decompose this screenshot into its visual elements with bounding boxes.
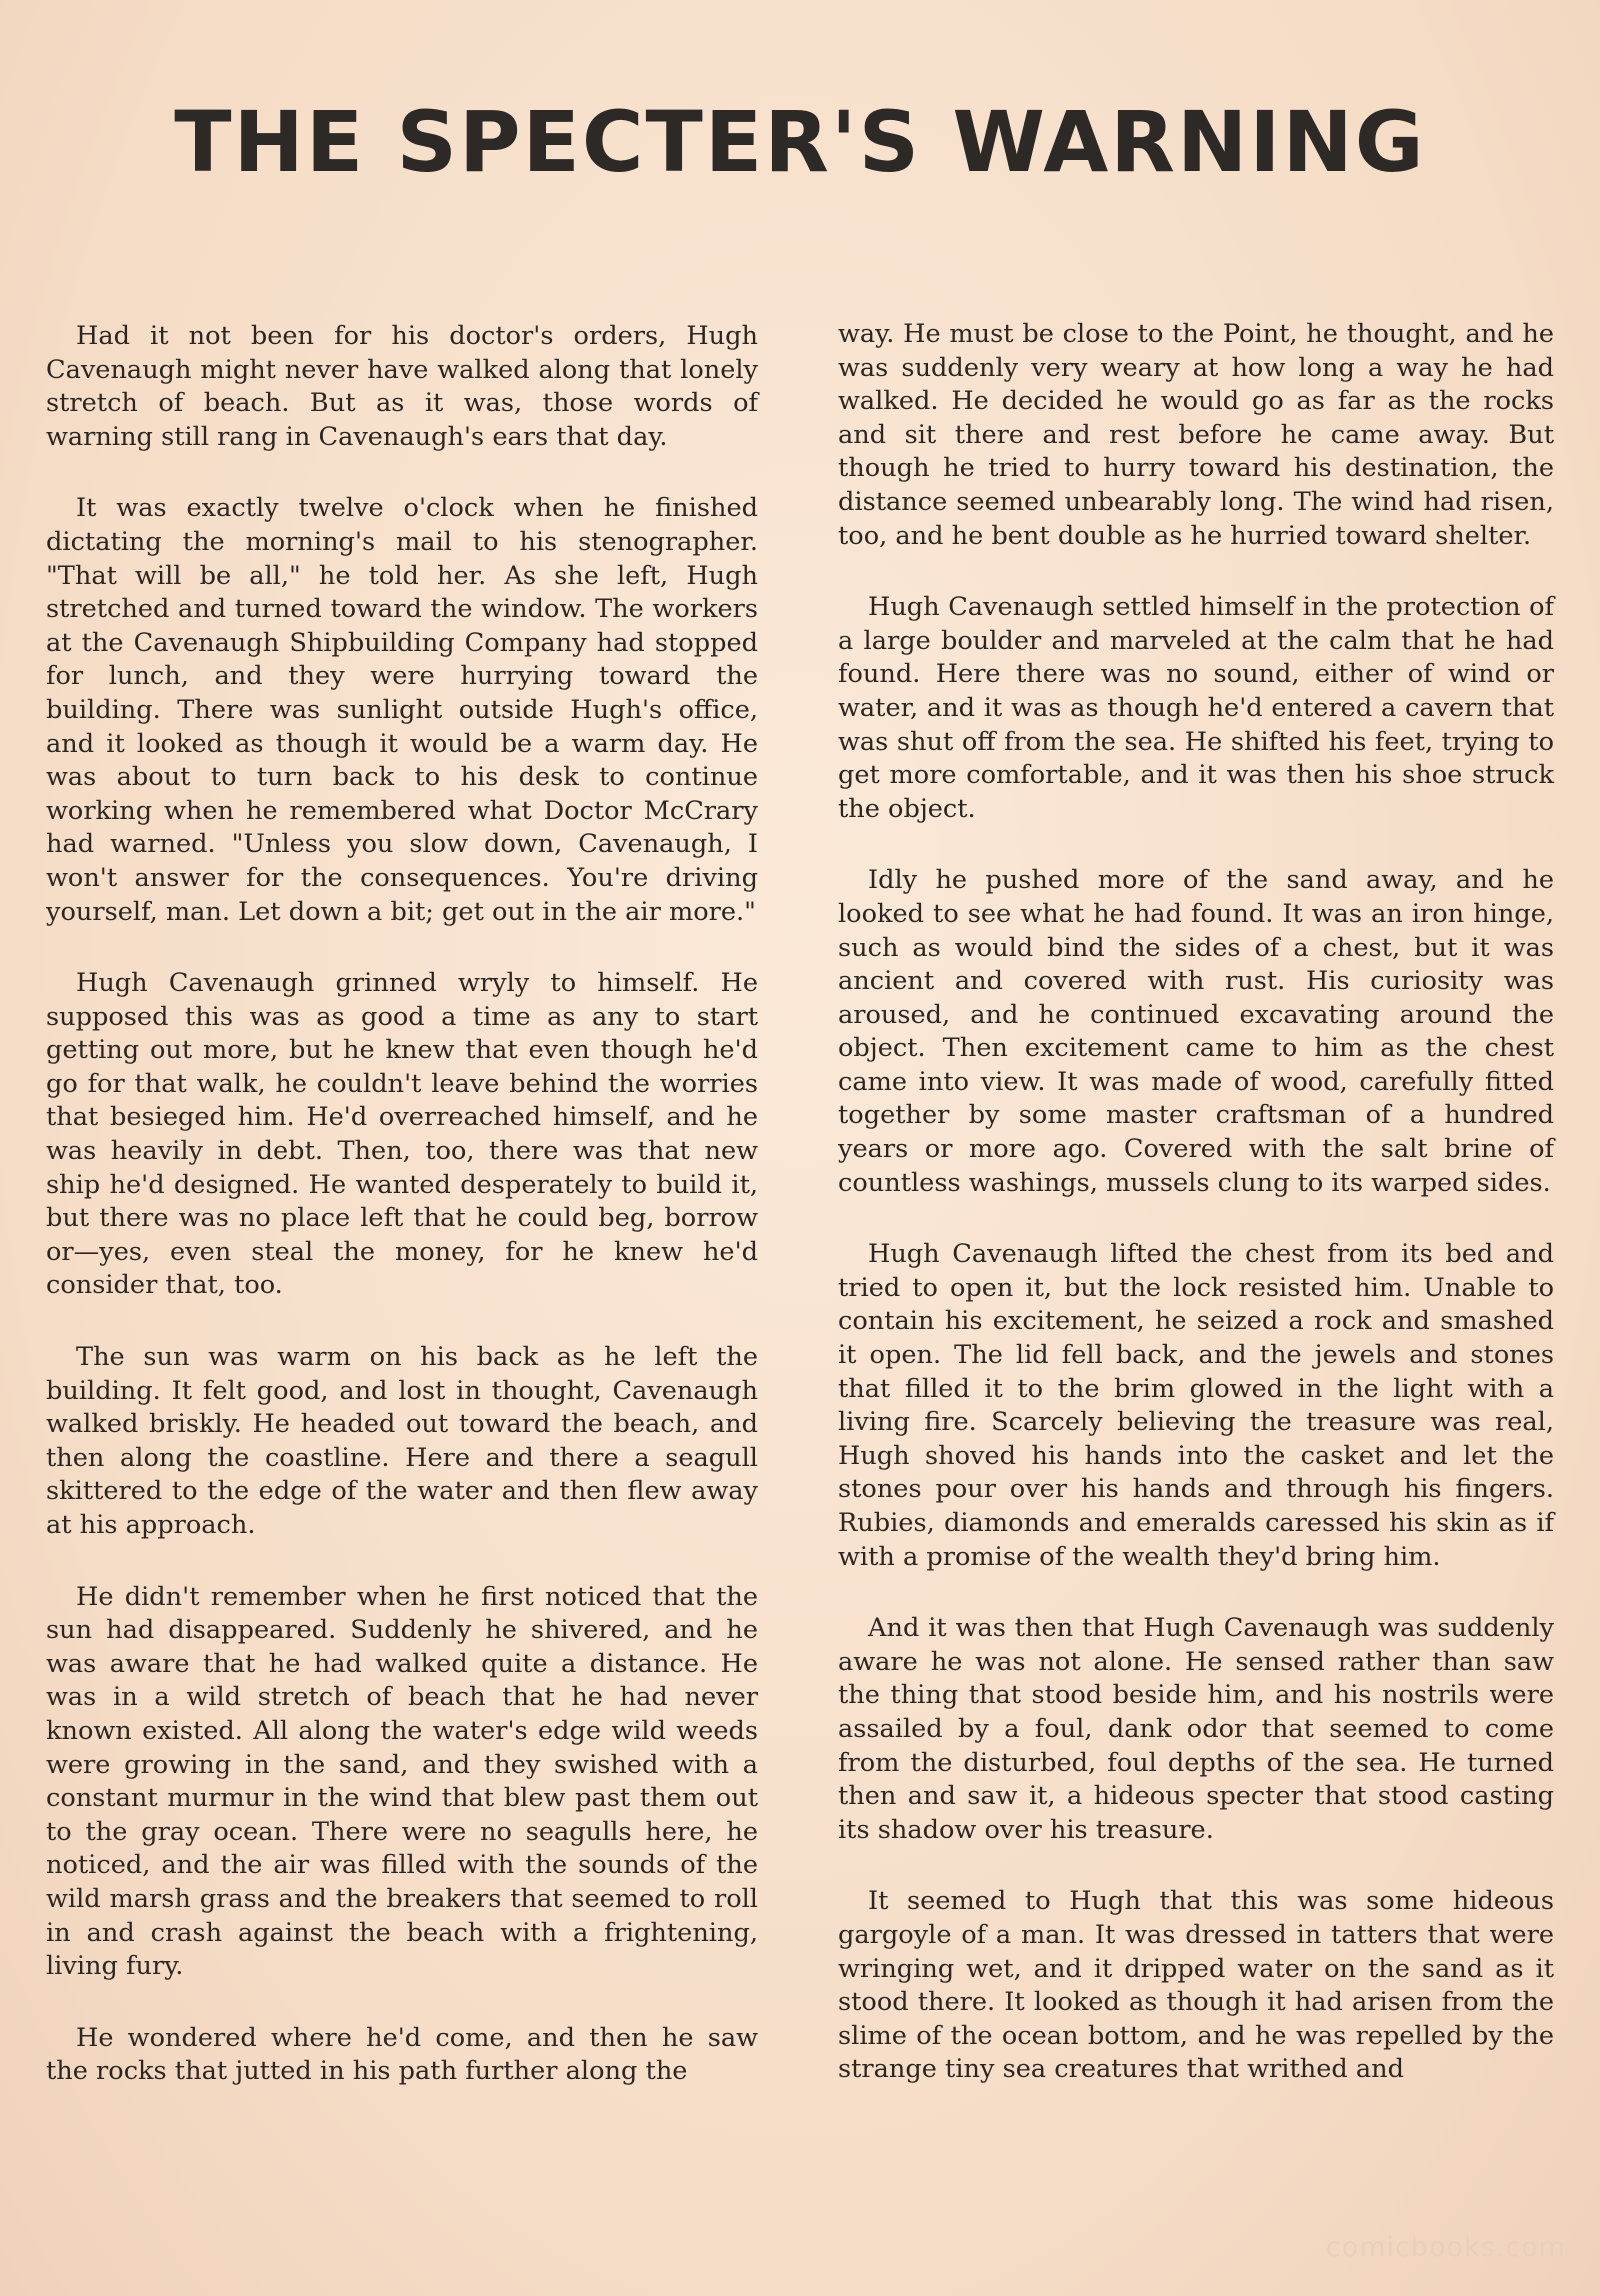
paragraph: The sun was warm on his back as he left the building. It felt good, and lost in thought, Cavenaugh walked briskly. He headed out toward the beach, and then along the coastline. Here and there a seagull skittered to the edge of the water and then flew away at his approach.: [46, 1342, 758, 1540]
story-title: THE SPECTER'S WARNING: [174, 93, 1426, 191]
paragraph: And it was then that Hugh Cavenaugh was suddenly aware he was not alone. He sensed rather than saw the thing that stood beside him, and his nostrils were assailed by a foul, dank odor that seemed to come from the disturbed, foul depths of the sea. He turned then and saw it, a hideous specter that stood casting its shadow over his treasure.: [838, 1613, 1554, 1845]
paragraph: way. He must be close to the Point, he thought, and he was suddenly very weary at how long a way he had walked. He decided he would go as far as the rocks and sit there and rest before he came away. But though he tried to hurry toward his destination, the distance seemed unbearably long. The wind had risen, too, and he bent double as he hurried toward shelter.: [838, 319, 1554, 551]
paragraph: It seemed to Hugh that this was some hideous gargoyle of a man. It was dressed in tatters that were wringing wet, and it dripped water on the sand as it stood there. It looked as though it had arisen from the slime of the ocean bottom, and he was repelled by the strange tiny sea creatures that writhed and: [838, 1886, 1554, 2085]
paragraph: Hugh Cavenaugh grinned wryly to himself. He supposed this was as good a time as any to start getting out more, but he knew that even though he'd go for that walk, he couldn't leave behind the worries that besieged him. He'd overreached himself, and he was heavily in debt. Then, too, there was that new ship he'd designed. He wanted desperately to build it, but there was no place left that he could beg, borrow or—yes, even steal the money, for he knew he'd consider that, too.: [46, 968, 758, 1301]
paragraph: It was exactly twelve o'clock when he finished dictating the morning's mail to his stenographer. "That will be all," he told her. As she left, Hugh stretched and turned toward the window. The workers at the Cavenaugh Shipbuilding Company had stopped for lunch, and they were hurrying toward the building. There was sunlight outside Hugh's office, and it looked as though it would be a warm day. He was about to turn back to his desk to continue working when he remembered what Doctor McCrary had warned. "Unless you slow down, Cavenaugh, I won't answer for the consequences. You're driving yourself, man. Let down a bit; get out in the air more.": [46, 493, 758, 927]
paragraph: Hugh Cavenaugh settled himself in the protection of a large boulder and marveled at the calm that he had found. Here there was no sound, either of wind or water, and it was as though he'd entered a cavern that was shut off from the sea. He shifted his feet, trying to get more comfortable, and it was then his shoe struck the object.: [838, 592, 1554, 824]
right-column: [838, 318, 1554, 2125]
paragraph: Idly he pushed more of the sand away, and he looked to see what he had found. It was an iron hinge, such as would bind the sides of a chest, but it was ancient and covered with rust. His curiosity was aroused, and he continued excavating around the object. Then excitement came to him as the chest came into view. It was made of wood, carefully fitted together by some master craftsman of a hundred years or more ago. Covered with the salt brine of countless washings, mussels clung to its warped sides.: [838, 865, 1554, 1198]
watermark: comicbooks.com: [1325, 2232, 1566, 2263]
paragraph: Hugh Cavenaugh lifted the chest from its bed and tried to open it, but the lock resisted him. Unable to contain his excitement, he seized a rock and smashed it open. The lid fell back, and the jewels and stones that filled it to the brim glowed in the light with a living fire. Scarcely believing the treasure was real, Hugh shoved his hands into the casket and let the stones pour over his hands and through his fingers. Rubies, diamonds and emeralds caressed his skin as if with a promise of the wealth they'd bring him.: [838, 1239, 1554, 1572]
left-column: [46, 320, 758, 2127]
paragraph: He wondered where he'd come, and then he saw the rocks that jutted in his path further along the: [46, 2022, 758, 2087]
paragraph: He didn't remember when he first noticed that the sun had disappeared. Suddenly he shivered, and he was aware that he had walked quite a distance. He was in a wild stretch of beach that he had never known existed. All along the water's edge wild weeds were growing in the sand, and they swished with a constant murmur in the wind that blew past them out to the gray ocean. There were no seagulls here, he noticed, and the air was filled with the sounds of the wild marsh grass and the breakers that seemed to roll in and crash against the beach with a frightening, living fury.: [46, 1581, 758, 1982]
paragraph: Had it not been for his doctor's orders, Hugh Cavenaugh might never have walked along that lonely stretch of beach. But as it was, those words of warning still rang in Cavenaugh's ears that day.: [46, 321, 758, 452]
